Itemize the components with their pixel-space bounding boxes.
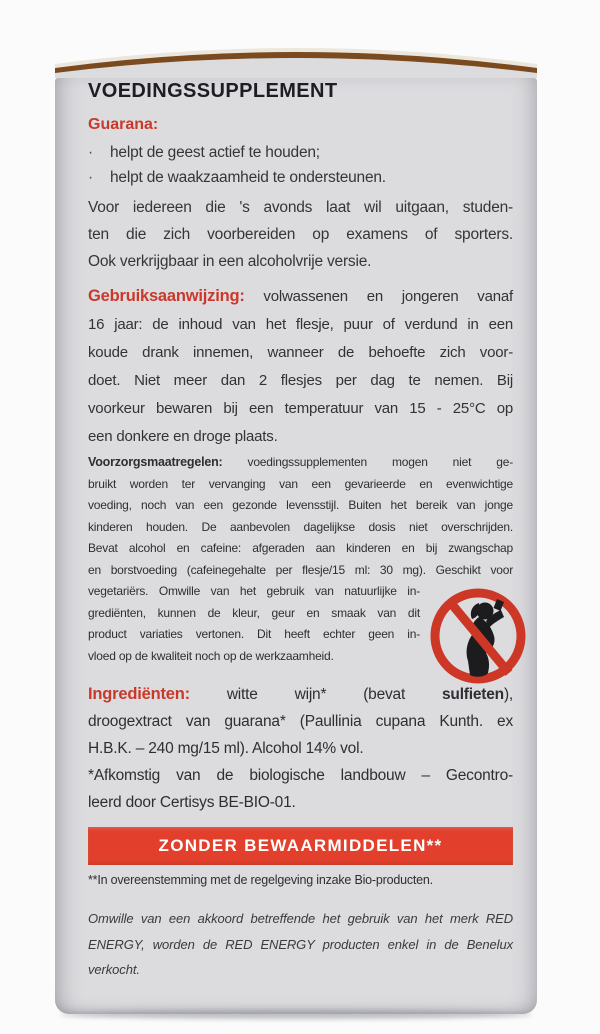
usage-instructions-paragraph	[88, 282, 513, 451]
text-line: *Afkomstig van de biologische landbouw – Gecontro-	[88, 767, 513, 784]
text-line: H.B.K. – 240 mg/15 ml). Alcohol 14% vol.	[88, 740, 364, 757]
text-line: kinderen houden. De aanbevolen dagelijkse dosis niet overschrijden.	[88, 519, 513, 534]
text-line: voorkeur bewaren bij een temperatuur van 15 - 25°C op	[88, 400, 513, 417]
no-preservatives-banner: ZONDER BEWAARMIDDELEN**	[88, 827, 513, 865]
guarana-benefits-list	[88, 140, 513, 190]
text-line: en borstvoeding (cafeinegehalte per flesje/15 ml: 30 mg). Geschikt voor	[88, 562, 513, 577]
allergen-sulfites: sulfieten	[442, 686, 504, 703]
ingredients-paragraph	[88, 681, 513, 816]
no-alcohol-during-pregnancy-icon	[428, 585, 528, 688]
trademark-note	[88, 906, 513, 983]
ingredients-text: ),	[503, 686, 514, 703]
guarana-heading: Guarana:	[88, 116, 159, 133]
list-item	[88, 165, 513, 190]
text-line: bruikt worden ter vervanging van een gevarieerde en evenwichtige	[88, 476, 513, 491]
text-line: vegetariërs. Omwille van het gebruik van natuurlijke in-	[88, 584, 420, 598]
text-line: koude drank innemen, wanneer de behoefte zich voor-	[88, 344, 513, 361]
text-line: ENERGY, worden de RED ENERGY producten enkel in de Benelux	[88, 936, 513, 952]
text-line: leerd door Certisys BE-BIO-01.	[88, 794, 296, 811]
text-line	[88, 282, 513, 311]
text-line: Voor iedereen die 's avonds laat wil uitgaan, studen-	[88, 199, 513, 216]
text-line	[88, 452, 513, 474]
text-line: droogextract van guarana* (Paullinia cupana Kunth. ex	[88, 713, 513, 730]
text-line: een donkere en droge plaats.	[88, 428, 278, 445]
intro-paragraph	[88, 194, 513, 275]
text-line	[88, 681, 513, 708]
page-title: VOEDINGSSUPPLEMENT	[88, 80, 338, 102]
text-line: 16 jaar: de inhoud van het flesje, puur of verdund in een	[88, 316, 513, 333]
text-line: Ook verkrijgbaar in een alcoholvrije versie.	[88, 253, 372, 270]
ingredients-text: witte wijn* (bevat	[226, 686, 406, 703]
bullet-icon: ·	[88, 169, 93, 186]
text-line: Bevat alcohol en cafeine: afgeraden aan kinderen en bij zwangschap	[88, 541, 513, 555]
precautions-heading: Voorzorgsmaatregelen:	[88, 455, 223, 469]
text-line: grediënten, kunnen de kleur, geur en smaak van dit	[88, 605, 420, 620]
text-line: doet. Niet meer dan 2 flesjes per dag te nemen. Bij	[88, 372, 513, 389]
text-line: vloed op de kwaliteit noch op de werkzaamheid.	[88, 648, 334, 663]
usage-heading: Gebruiksaanwijzing:	[88, 287, 245, 305]
benefit-text: helpt de geest actief te houden;	[110, 144, 320, 161]
box-floor-shadow	[60, 1010, 532, 1019]
text-line: verkocht.	[88, 962, 140, 977]
bullet-icon: ·	[88, 144, 93, 161]
usage-text: volwassenen en jongeren vanaf	[263, 288, 513, 305]
text-line: product variaties vertonen. Dit heeft echter geen in-	[88, 627, 420, 641]
supplement-box-side-panel	[55, 28, 537, 1014]
text-line: Omwille van een akkoord betreffende het gebruik van het merk RED	[88, 911, 513, 926]
bio-regulation-note: **In overeenstemming met de regelgeving inzake Bio-producten.	[88, 873, 433, 887]
text-line: voeding, noch van een gezonde levensstijl. Buiten het bereik van jonge	[88, 498, 513, 512]
ingredients-heading: Ingrediënten:	[88, 685, 190, 703]
benefit-text: helpt de waakzaamheid te ondersteunen.	[110, 169, 386, 186]
text-line: ten die zich voorbereiden op examens of sporters.	[88, 226, 513, 243]
list-item	[88, 140, 513, 165]
box-top-edge	[55, 28, 537, 78]
precautions-text: voedingssupplementen mogen niet ge-	[247, 455, 513, 469]
